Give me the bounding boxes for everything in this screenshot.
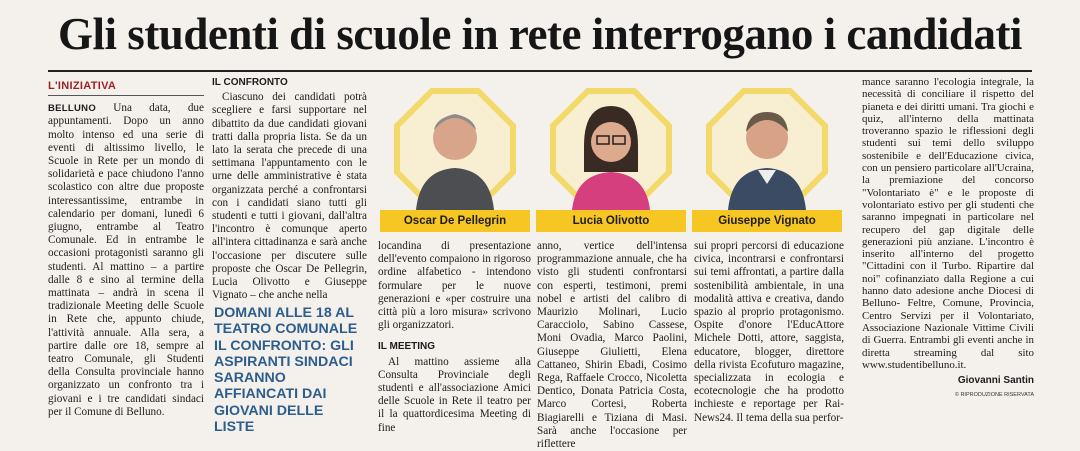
column-3-body: locandina di presentazione dell'evento compaiono in rigoroso ordine alfabetico - intendono formulare per le nuove generazioni e «per costruire una città più a loro misura» scrivono gli organizzatori. xyxy=(378,240,531,332)
column-2 xyxy=(212,76,367,302)
column-5 xyxy=(694,240,844,425)
portrait-woman-illustration xyxy=(550,88,672,210)
column-4 xyxy=(537,240,687,451)
column-4-body: anno, vertice dell'intensa programmazione annuale, che ha visto gli studenti confrontarsi con esperti, testimoni, premi nobel e artisti del calibro di Maurizio Molinari, Lucio Caracciolo, Sabino Cassese, Moni Ovadia, Marco Paolini, Giuseppe Giulietti, Elena Cattaneo, Shirin Ebadi, Cosimo Rega, Raffaele Crocco, Nicoletta Dentico, Donata Patricia Costa, Marco Cortesi, Roberta Biagiarelli e Tiziana di Masi. Sarà anche l'occasione per riflettere xyxy=(537,240,687,451)
callout-box: DOMANI ALLE 18 AL TEATRO COMUNALE IL CONFRONTO: GLI ASPIRANTI SINDACI SARANNO AFFIANCATI DAI GIOVANI DELLE LISTE xyxy=(214,305,358,436)
portrait-man-illustration xyxy=(706,88,828,210)
headline-rule xyxy=(48,70,1032,72)
kicker-divider xyxy=(48,95,204,96)
column-1-text xyxy=(48,102,204,419)
headline: Gli studenti di scuole in rete interrogano i candidati xyxy=(58,9,1022,59)
column-3-body-2: Al mattino assieme alla Consulta Provinciale degli studenti e all'associazione Amici delle Scuole in Rete il teatro per il la quattordicesima Meeting di fine xyxy=(378,355,531,434)
dateline: BELLUNO xyxy=(48,103,97,115)
candidate-photo xyxy=(536,88,686,240)
author-byline: Giovanni Santin xyxy=(957,375,1034,387)
column-6-body: mance saranno l'ecologia integrale, la necessità di conciliare il rispetto del pianeta e dei diritti umani. Tra giochi e quiz, all'interno della mattinata troveranno spazio le riflessioni degli studenti sui temi dello sviluppo sostenibile e dell'Educazione civica, con un pensiero particolare all'Ucraina, la premiazione del concorso "Volontariato è" e le proposte di volontariato estivo per gli studenti che saranno impegnati in particolare nel recupero del gap digitale delle generazioni più anziane. L'incontro è inserito all'interno del progetto "Cittadini con il Turbo. Ripartire dal noi" cofinanziato dalla Regione a cui hanno dato adesione anche Diocesi di Belluno- Feltre, Comune, Provincia, Centro Servizi per il Volontariato, Associazione Nazionale Vittime Civili di Guerra. Entrambi gli eventi anche in diretta streaming dal sito www.studentibelluno.it. xyxy=(862,76,1034,371)
column-1 xyxy=(48,80,204,419)
column-5-body: sui propri percorsi di educazione civica, incontrarsi e confrontarsi sui temi affrontati, a partire dalla sostenibilità ambientale, in una modalità attiva e creativa, dando spazio al proprio protagonismo. Ospite d'onore l'EducAttore Michele Dotti, attore, saggista, educatore, blogger, direttore della rivista Ecofuturo magazine, specializzata in ecologia e ecotecnologie che ha prodotto inchieste e reportage per Rai-News24. Il tema della sua perfor- xyxy=(694,240,844,424)
subhead-confronto: IL CONFRONTO xyxy=(212,77,288,88)
column-3 xyxy=(378,240,531,435)
candidate-name: Giuseppe Vignato xyxy=(692,210,842,232)
subhead-meeting: IL MEETING xyxy=(378,341,436,353)
candidate-photo xyxy=(380,88,530,240)
portrait-man-illustration xyxy=(394,88,516,210)
candidate-name: Oscar De Pellegrin xyxy=(380,210,530,232)
copyright-notice: © RIPRODUZIONE RISERVATA xyxy=(954,392,1034,399)
column-6 xyxy=(862,76,1034,403)
candidate-name: Lucia Olivotto xyxy=(536,210,686,232)
column-2-body: Ciascuno dei candidati potrà scegliere e farsi supportare nel dibattito da due candidati giovani tratti dalla propria lista. Se da un lato la serata che precede di una settimana l'appuntamento con le urne delle amministrative è stata organizzata perché a confrontarsi con i candidati siano tutti gli studenti e tutti i giovani, dall'altra l'incontro è comunque aperto all'intera cittadinanza e sarà anche l'occasione per discutere sulle proposte che Oscar De Pellegrin, Lucia Olivotto e Giuseppe Vignato – che anche nella xyxy=(212,91,367,302)
candidate-photo xyxy=(692,88,842,240)
column-1-body: Una data, due appuntamenti. Dopo un anno molto intenso ed una serie di eventi di altissimo livello, le Scuole in Rete per un mondo di solidarietà e pace chiudono l'anno scolastico con altre due proposte interessantissime, entrambe in calendario per domani, lunedì 6 giugno, entrambe al Teatro Comunale. Ed in entrambe le occasioni protagonisti saranno gli studenti. Al mattino – a partire dalle 8 e sino al termine della mattinata – andrà in scena il tradizionale Meeting delle Scuole in Rete che, appunto chiude, l'attività annuale. Alla sera, a partire dalle ore 18, sempre al teatro Comunale, gli Studenti della Consulta provinciale hanno organizzato un confronto tra i giovani e i tre candidati sindaci per il Comune di Belluno. xyxy=(48,102,204,418)
candidates-photo-strip xyxy=(380,88,842,240)
section-kicker: L'INIZIATIVA xyxy=(48,80,117,92)
